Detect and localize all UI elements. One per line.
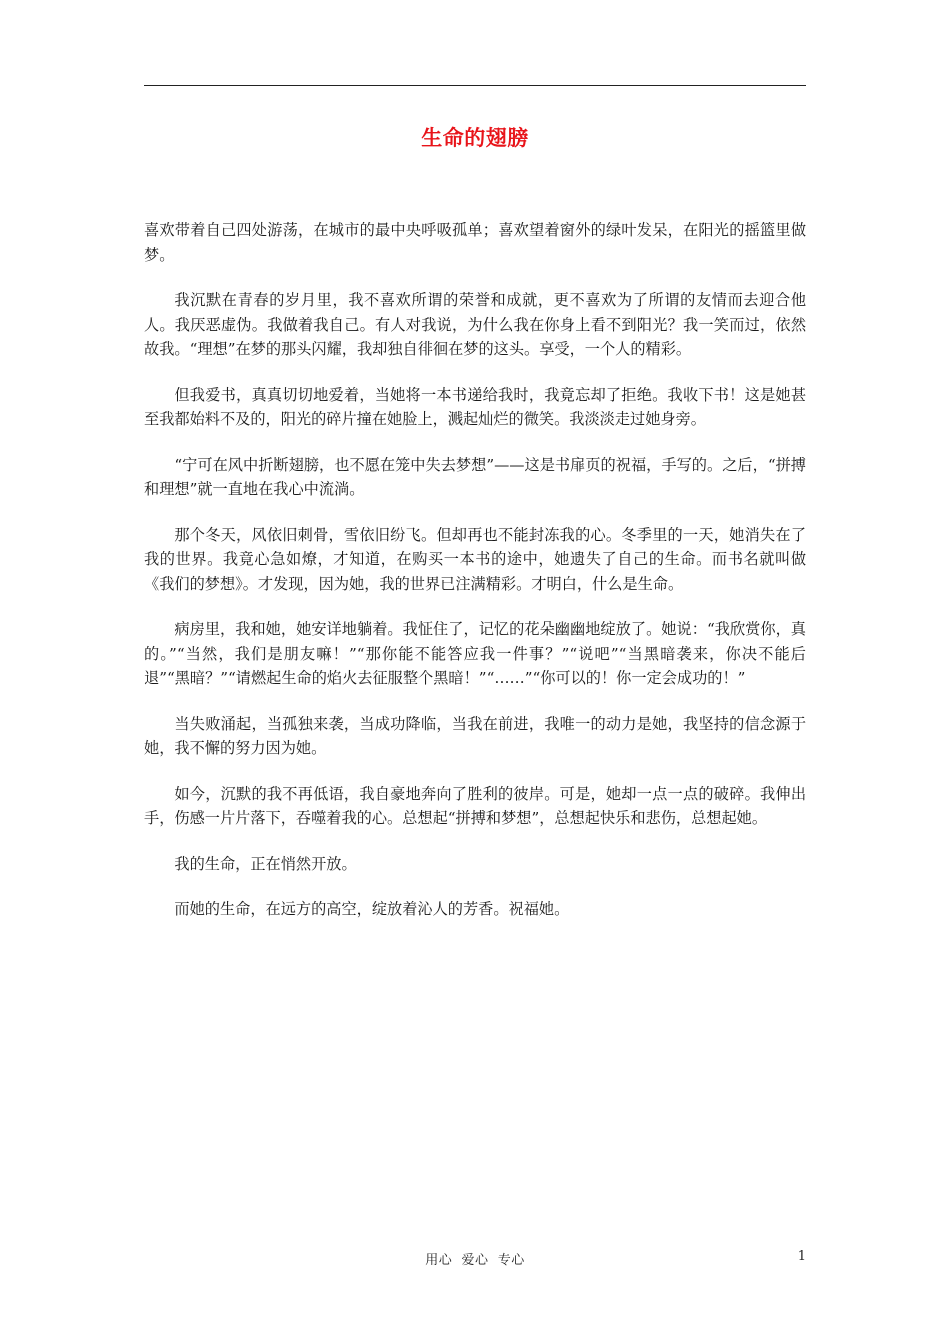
paragraph: 喜欢带着自己四处游荡，在城市的最中央呼吸孤单；喜欢望着窗外的绿叶发呆，在阳光的摇篮里做梦。	[144, 221, 806, 264]
paragraph: 但我爱书，真真切切地爱着，当她将一本书递给我时，我竟忘却了拒绝。我收下书！这是她甚至我都始料不及的，阳光的碎片撞在她脸上，溅起灿烂的微笑。我淡淡走过她身旁。	[144, 385, 806, 428]
paragraph: 那个冬天，风依旧刺骨，雪依旧纷飞。但却再也不能封冻我的心。冬季里的一天，她消失在了我的世界。我竟心急如燎，才知道，在购买一本书的途中，她遗失了自己的生命。而书名就叫做《我们的梦想》。才发现，因为她，我的世界已注满精彩。才明白，什么是生命。	[144, 525, 806, 593]
paragraph: 而她的生命，在远方的高空，绽放着沁人的芳香。祝福她。	[174, 900, 570, 918]
paragraph: 如今，沉默的我不再低语，我自豪地奔向了胜利的彼岸。可是，她却一点一点的破碎。我伸出手，伤感一片片落下，吞噬着我的心。总想起“拼搏和梦想”，总想起快乐和悲伤，总想起她。	[144, 784, 806, 827]
document-body	[144, 218, 806, 943]
header-rule	[144, 85, 806, 86]
paragraph: 我沉默在青春的岁月里，我不喜欢所谓的荣誉和成就，更不喜欢为了所谓的友情而去迎合他人。我厌恶虚伪。我做着我自己。有人对我说，为什么我在你身上看不到阳光？我一笑而过，依然故我。“理想”在梦的那头闪耀，我却独自徘徊在梦的这头。享受，一个人的精彩。	[144, 291, 806, 358]
paragraph: 病房里，我和她，她安详地躺着。我怔住了，记忆的花朵幽幽地绽放了。她说：“我欣赏你，真的。”“当然，我们是朋友嘛！”“那你能不能答应我一件事？”“说吧”“当黑暗袭来，你决不能后退”“黑暗？”“请燃起生命的焰火去征服整个黑暗！”“……”“你可以的！你一定会成功的！”	[144, 620, 806, 687]
document-title: 生命的翅膀	[421, 125, 529, 150]
paragraph: 我的生命，正在悄然开放。	[174, 854, 357, 873]
paragraph: “宁可在风中折断翅膀，也不愿在笼中失去梦想”——这是书扉页的祝福，手写的。之后，“拼搏和理想”就一直地在我心中流淌。	[144, 455, 806, 498]
page-number: 1	[797, 1249, 806, 1264]
paragraph: 当失败涌起，当孤独来袭，当成功降临，当我在前进，我唯一的动力是她，我坚持的信念源于她，我不懈的努力因为她。	[144, 714, 806, 757]
footer-motto: 用心 爱心 专心	[425, 1253, 525, 1268]
